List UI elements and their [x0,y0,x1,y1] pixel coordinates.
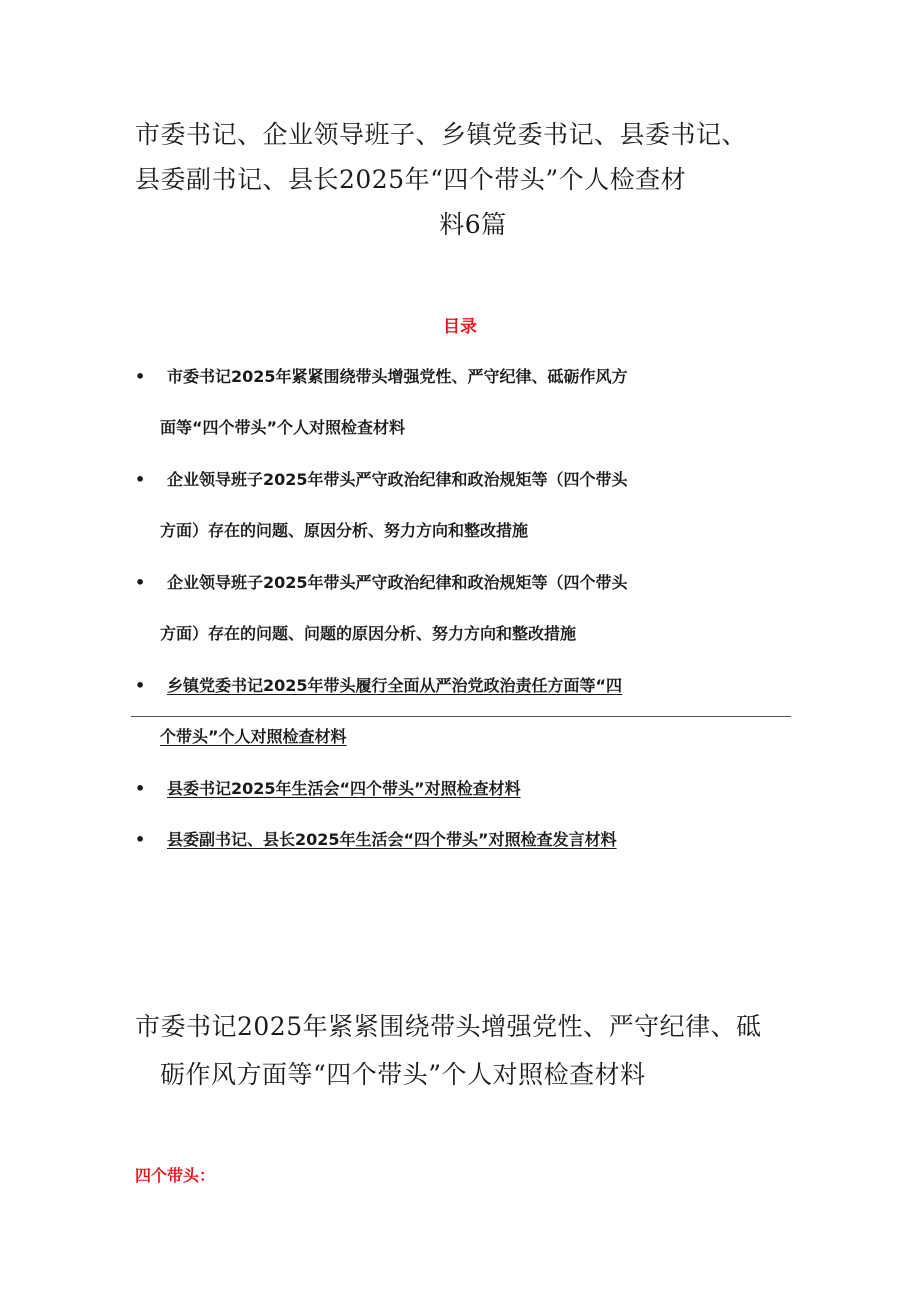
toc-item-1[interactable] [135,360,775,463]
section-title-line-2: 砺作风方面等“四个带头”个人对照检查材料 [160,1060,646,1089]
section-title [135,1003,795,1099]
toc-item-link[interactable]: 县委书记2025年生活会“四个带头”对照检查材料 [167,779,521,798]
toc-item-line: 市委书记2025年紧紧围绕带头增强党性、严守纪律、砥砺作风方 [167,367,628,386]
table-of-contents [135,360,775,874]
bullet-icon: • [135,470,146,489]
title-line-3: 料6篇 [439,210,507,239]
toc-item-6[interactable] [135,823,775,874]
toc-item-3[interactable] [135,566,775,669]
bullet-icon: • [135,367,146,386]
toc-item-line: 企业领导班子2025年带头严守政治纪律和政治规矩等（四个带头 [167,470,628,489]
bullet-icon: • [135,676,146,695]
toc-item-link[interactable]: 个带头”个人对照检查材料 [160,727,347,746]
toc-item-line: 方面）存在的问题、原因分析、努力方向和整改措施 [160,521,529,540]
toc-item-link[interactable]: 乡镇党委书记2025年带头履行全面从严治党政治责任方面等“四 [167,676,623,695]
toc-item-line: 面等“四个带头”个人对照检查材料 [160,418,406,437]
toc-item-line: 企业领导班子2025年带头严守政治纪律和政治规矩等（四个带头 [167,573,628,592]
bullet-icon: • [135,779,146,798]
bullet-icon: • [135,573,146,592]
divider-line [131,716,791,717]
toc-item-5[interactable] [135,772,775,823]
title-line-2: 县委副书记、县长2025年“四个带头”个人检查材 [135,165,687,194]
section-label: 四个带头： [135,1166,216,1185]
title-line-1: 市委书记、企业领导班子、乡镇党委书记、县委书记、 [135,120,748,149]
toc-heading: 目录 [443,317,477,337]
section-title-line-1: 市委书记2025年紧紧围绕带头增强党性、严守纪律、砥 [135,1012,762,1041]
toc-item-2[interactable] [135,463,775,566]
toc-item-4[interactable] [135,669,775,772]
toc-item-link[interactable]: 县委副书记、县长2025年生活会“四个带头”对照检查发言材料 [167,830,617,849]
bullet-icon: • [135,830,146,849]
document-title [135,112,795,247]
toc-item-line: 方面）存在的问题、问题的原因分析、努力方向和整改措施 [160,624,577,643]
